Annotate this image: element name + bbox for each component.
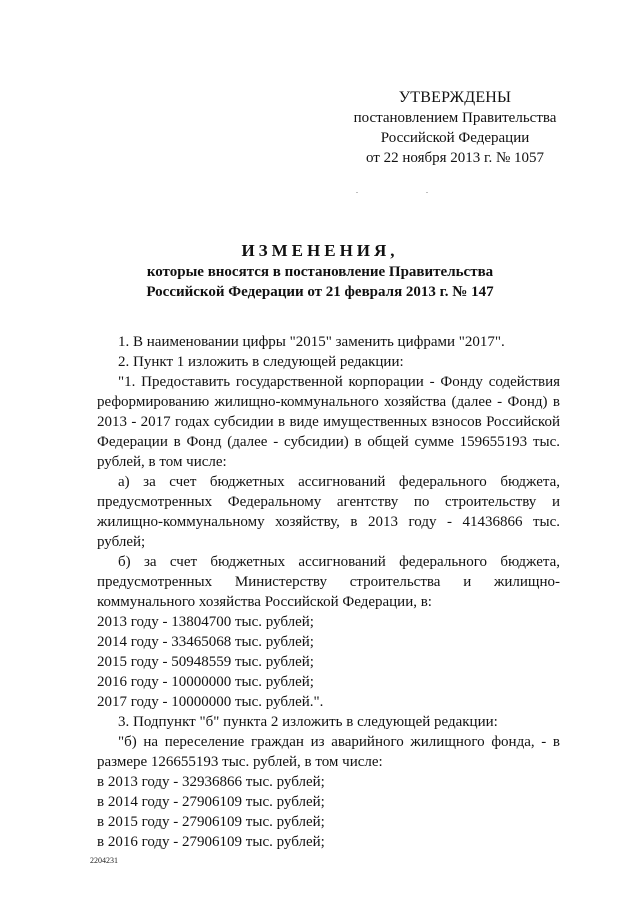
list-item: 2017 году - 10000000 тыс. рублей.". — [97, 694, 324, 710]
paragraph-2: 2. Пункт 1 изложить в следующей редакции: — [118, 354, 404, 370]
document-body — [97, 332, 560, 852]
approval-heading: УТВЕРЖДЕНЫ — [398, 89, 512, 106]
document-title — [60, 240, 580, 302]
document-code: 2204231 — [90, 856, 118, 865]
paragraph-4: а) за счет бюджетных ассигнований федерального бюджета, предусмотренных Федеральному агентству по строительству и жилищно-коммунальному хозяйству, в 2013 году - 41436866 тыс. рублей; — [97, 474, 560, 550]
paragraph-1: 1. В наименовании цифры "2015" заменить цифрами "2017". — [118, 334, 505, 350]
list-item: 2014 году - 33465068 тыс. рублей; — [97, 634, 314, 650]
title-main: ИЗМЕНЕНИЯ, — [241, 241, 399, 260]
list-item: в 2014 году - 27906109 тыс. рублей; — [97, 794, 325, 810]
list-item: 2013 году - 13804700 тыс. рублей; — [97, 614, 314, 630]
approval-line-1: постановлением Правительства — [353, 110, 557, 126]
scan-speck: . — [426, 186, 428, 195]
list-item: 2015 году - 50948559 тыс. рублей; — [97, 654, 314, 670]
paragraph-7: "б) на переселение граждан из аварийного жилищного фонда, - в размере 126655193 тыс. рублей, в том числе: — [97, 734, 560, 770]
list-item: 2016 году - 10000000 тыс. рублей; — [97, 674, 314, 690]
approval-line-3: от 22 ноября 2013 г. № 1057 — [365, 150, 545, 166]
approval-stamp — [340, 88, 570, 168]
approval-line-2: Российской Федерации — [380, 130, 530, 146]
scan-speck: . — [356, 186, 358, 195]
list-item: в 2013 году - 32936866 тыс. рублей; — [97, 774, 325, 790]
list-item: в 2015 году - 27906109 тыс. рублей; — [97, 814, 325, 830]
paragraph-5: б) за счет бюджетных ассигнований федерального бюджета, предусмотренных Министерству строительства и жилищно-коммунального хозяйства Российской Федерации, в: — [97, 554, 560, 610]
list-item: в 2016 году - 27906109 тыс. рублей; — [97, 834, 325, 850]
paragraph-6: 3. Подпункт "б" пункта 2 изложить в следующей редакции: — [118, 714, 498, 730]
paragraph-3: "1. Предоставить государственной корпорации - Фонду содействия реформированию жилищно-коммунального хозяйства (далее - Фонд) в 2013 - 2017 годах субсидии в виде имущественных взносов Российской Федерации в Фонд (далее - субсидии) в общей сумме 159655193 тыс. рублей, в том числе: — [97, 374, 560, 470]
title-line-1: которые вносятся в постановление Правительства — [146, 264, 494, 280]
title-line-2: Российской Федерации от 21 февраля 2013 г. № 147 — [146, 284, 494, 300]
